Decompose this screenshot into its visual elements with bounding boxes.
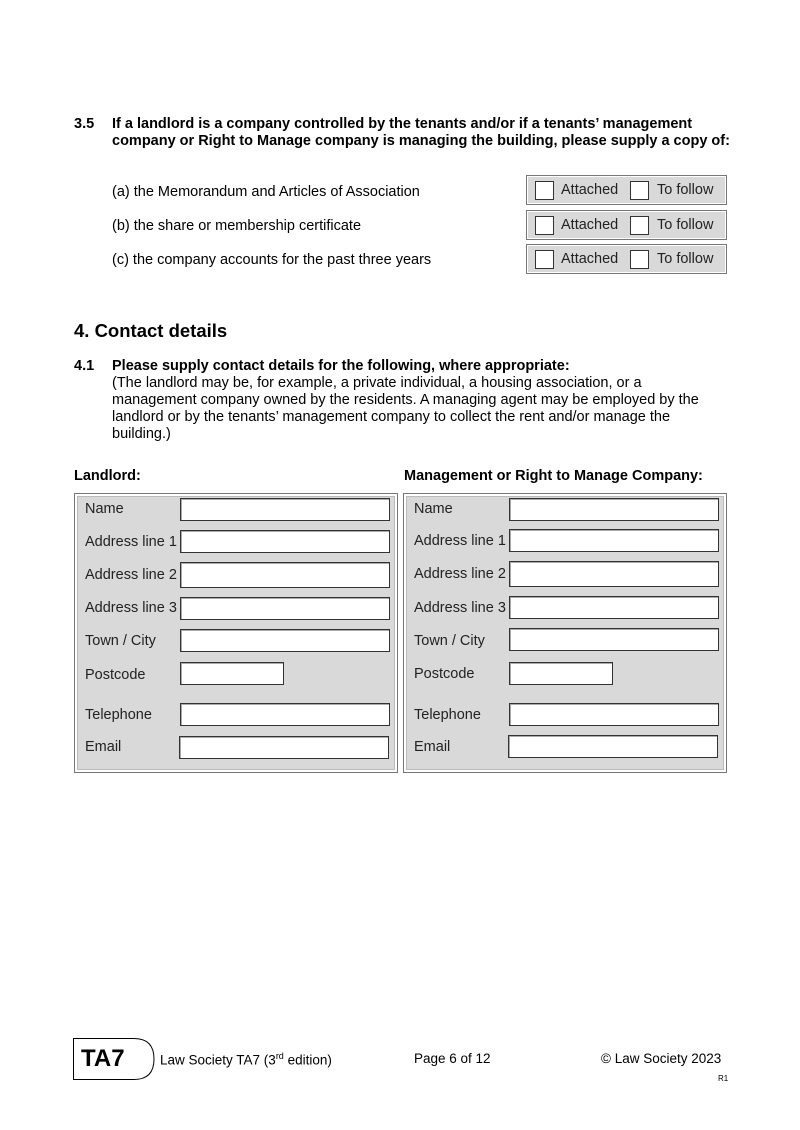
page-number: Page 6 of 12 [414, 1051, 491, 1066]
management-email-field[interactable] [508, 735, 718, 758]
landlord-heading: Landlord: [74, 468, 141, 484]
landlord-town-field[interactable] [180, 629, 390, 652]
attached-label: Attached [561, 182, 619, 198]
section-title: 4. Contact details [74, 320, 228, 341]
field-label-email: Email [414, 739, 451, 755]
landlord-postcode-field[interactable] [180, 662, 284, 685]
to-follow-label: To follow [657, 251, 714, 267]
to-follow-label: To follow [657, 217, 714, 233]
attached-label: Attached [561, 217, 619, 233]
question-text: If a landlord is a company controlled by the tenants and/or if a tenants’ management company or Right to Manage company is managing the building, please supply a copy of: [112, 116, 730, 149]
field-label-town: Town / City [85, 633, 156, 649]
field-label-postcode: Postcode [85, 667, 146, 683]
attached-checkbox[interactable] [535, 250, 554, 269]
to-follow-checkbox[interactable] [630, 216, 649, 235]
copyright: © Law Society 2023 [601, 1051, 722, 1066]
management-postcode-field[interactable] [509, 662, 613, 685]
field-label-address2: Address line 2 [85, 567, 177, 583]
field-label-name: Name [85, 501, 124, 517]
field-label-telephone: Telephone [414, 707, 481, 723]
management-address2-field[interactable] [509, 561, 719, 587]
landlord-address2-field[interactable] [180, 562, 390, 588]
to-follow-label: To follow [657, 182, 714, 198]
management-name-field[interactable] [509, 498, 719, 521]
attached-checkbox[interactable] [535, 181, 554, 200]
landlord-panel [74, 493, 398, 773]
management-heading: Management or Right to Manage Company: [404, 468, 703, 484]
field-label-town: Town / City [414, 633, 485, 649]
management-telephone-field[interactable] [509, 703, 719, 726]
management-town-field[interactable] [509, 628, 719, 651]
landlord-email-field[interactable] [179, 736, 389, 759]
field-label-address3: Address line 3 [414, 600, 506, 616]
field-label-address2: Address line 2 [414, 566, 506, 582]
management-panel [403, 493, 727, 773]
question-body: (The landlord may be, for example, a private individual, a housing association, or a management company owned by the residents. A managing agent may be employed by the landlord or by the tenants’ management company to collect the rent and/or manage the building.) [112, 375, 699, 442]
ta7-logo-text: TA7 [81, 1045, 125, 1072]
form-name: Law Society TA7 (3rd edition) [160, 1051, 332, 1068]
management-address3-field[interactable] [509, 596, 719, 619]
question-heading: Please supply contact details for the following, where appropriate: [112, 358, 570, 374]
field-label-postcode: Postcode [414, 666, 475, 682]
choice-group-c [526, 244, 727, 274]
landlord-address3-field[interactable] [180, 597, 390, 620]
question-number: 3.5 [74, 116, 95, 132]
item-label-a: (a) the Memorandum and Articles of Association [112, 184, 420, 200]
field-label-address3: Address line 3 [85, 600, 177, 616]
to-follow-checkbox[interactable] [630, 250, 649, 269]
landlord-name-field[interactable] [180, 498, 390, 521]
attached-checkbox[interactable] [535, 216, 554, 235]
to-follow-checkbox[interactable] [630, 181, 649, 200]
choice-group-a [526, 175, 727, 205]
field-label-address1: Address line 1 [414, 533, 506, 549]
management-address1-field[interactable] [509, 529, 719, 552]
field-label-name: Name [414, 501, 453, 517]
landlord-telephone-field[interactable] [180, 703, 390, 726]
choice-group-b [526, 210, 727, 240]
field-label-address1: Address line 1 [85, 534, 177, 550]
item-label-b: (b) the share or membership certificate [112, 218, 362, 234]
item-label-c: (c) the company accounts for the past three years [112, 252, 432, 268]
field-label-email: Email [85, 739, 122, 755]
question-number: 4.1 [74, 358, 95, 374]
revision-code: R1 [718, 1074, 729, 1083]
field-label-telephone: Telephone [85, 707, 152, 723]
attached-label: Attached [561, 251, 619, 267]
landlord-address1-field[interactable] [180, 530, 390, 553]
